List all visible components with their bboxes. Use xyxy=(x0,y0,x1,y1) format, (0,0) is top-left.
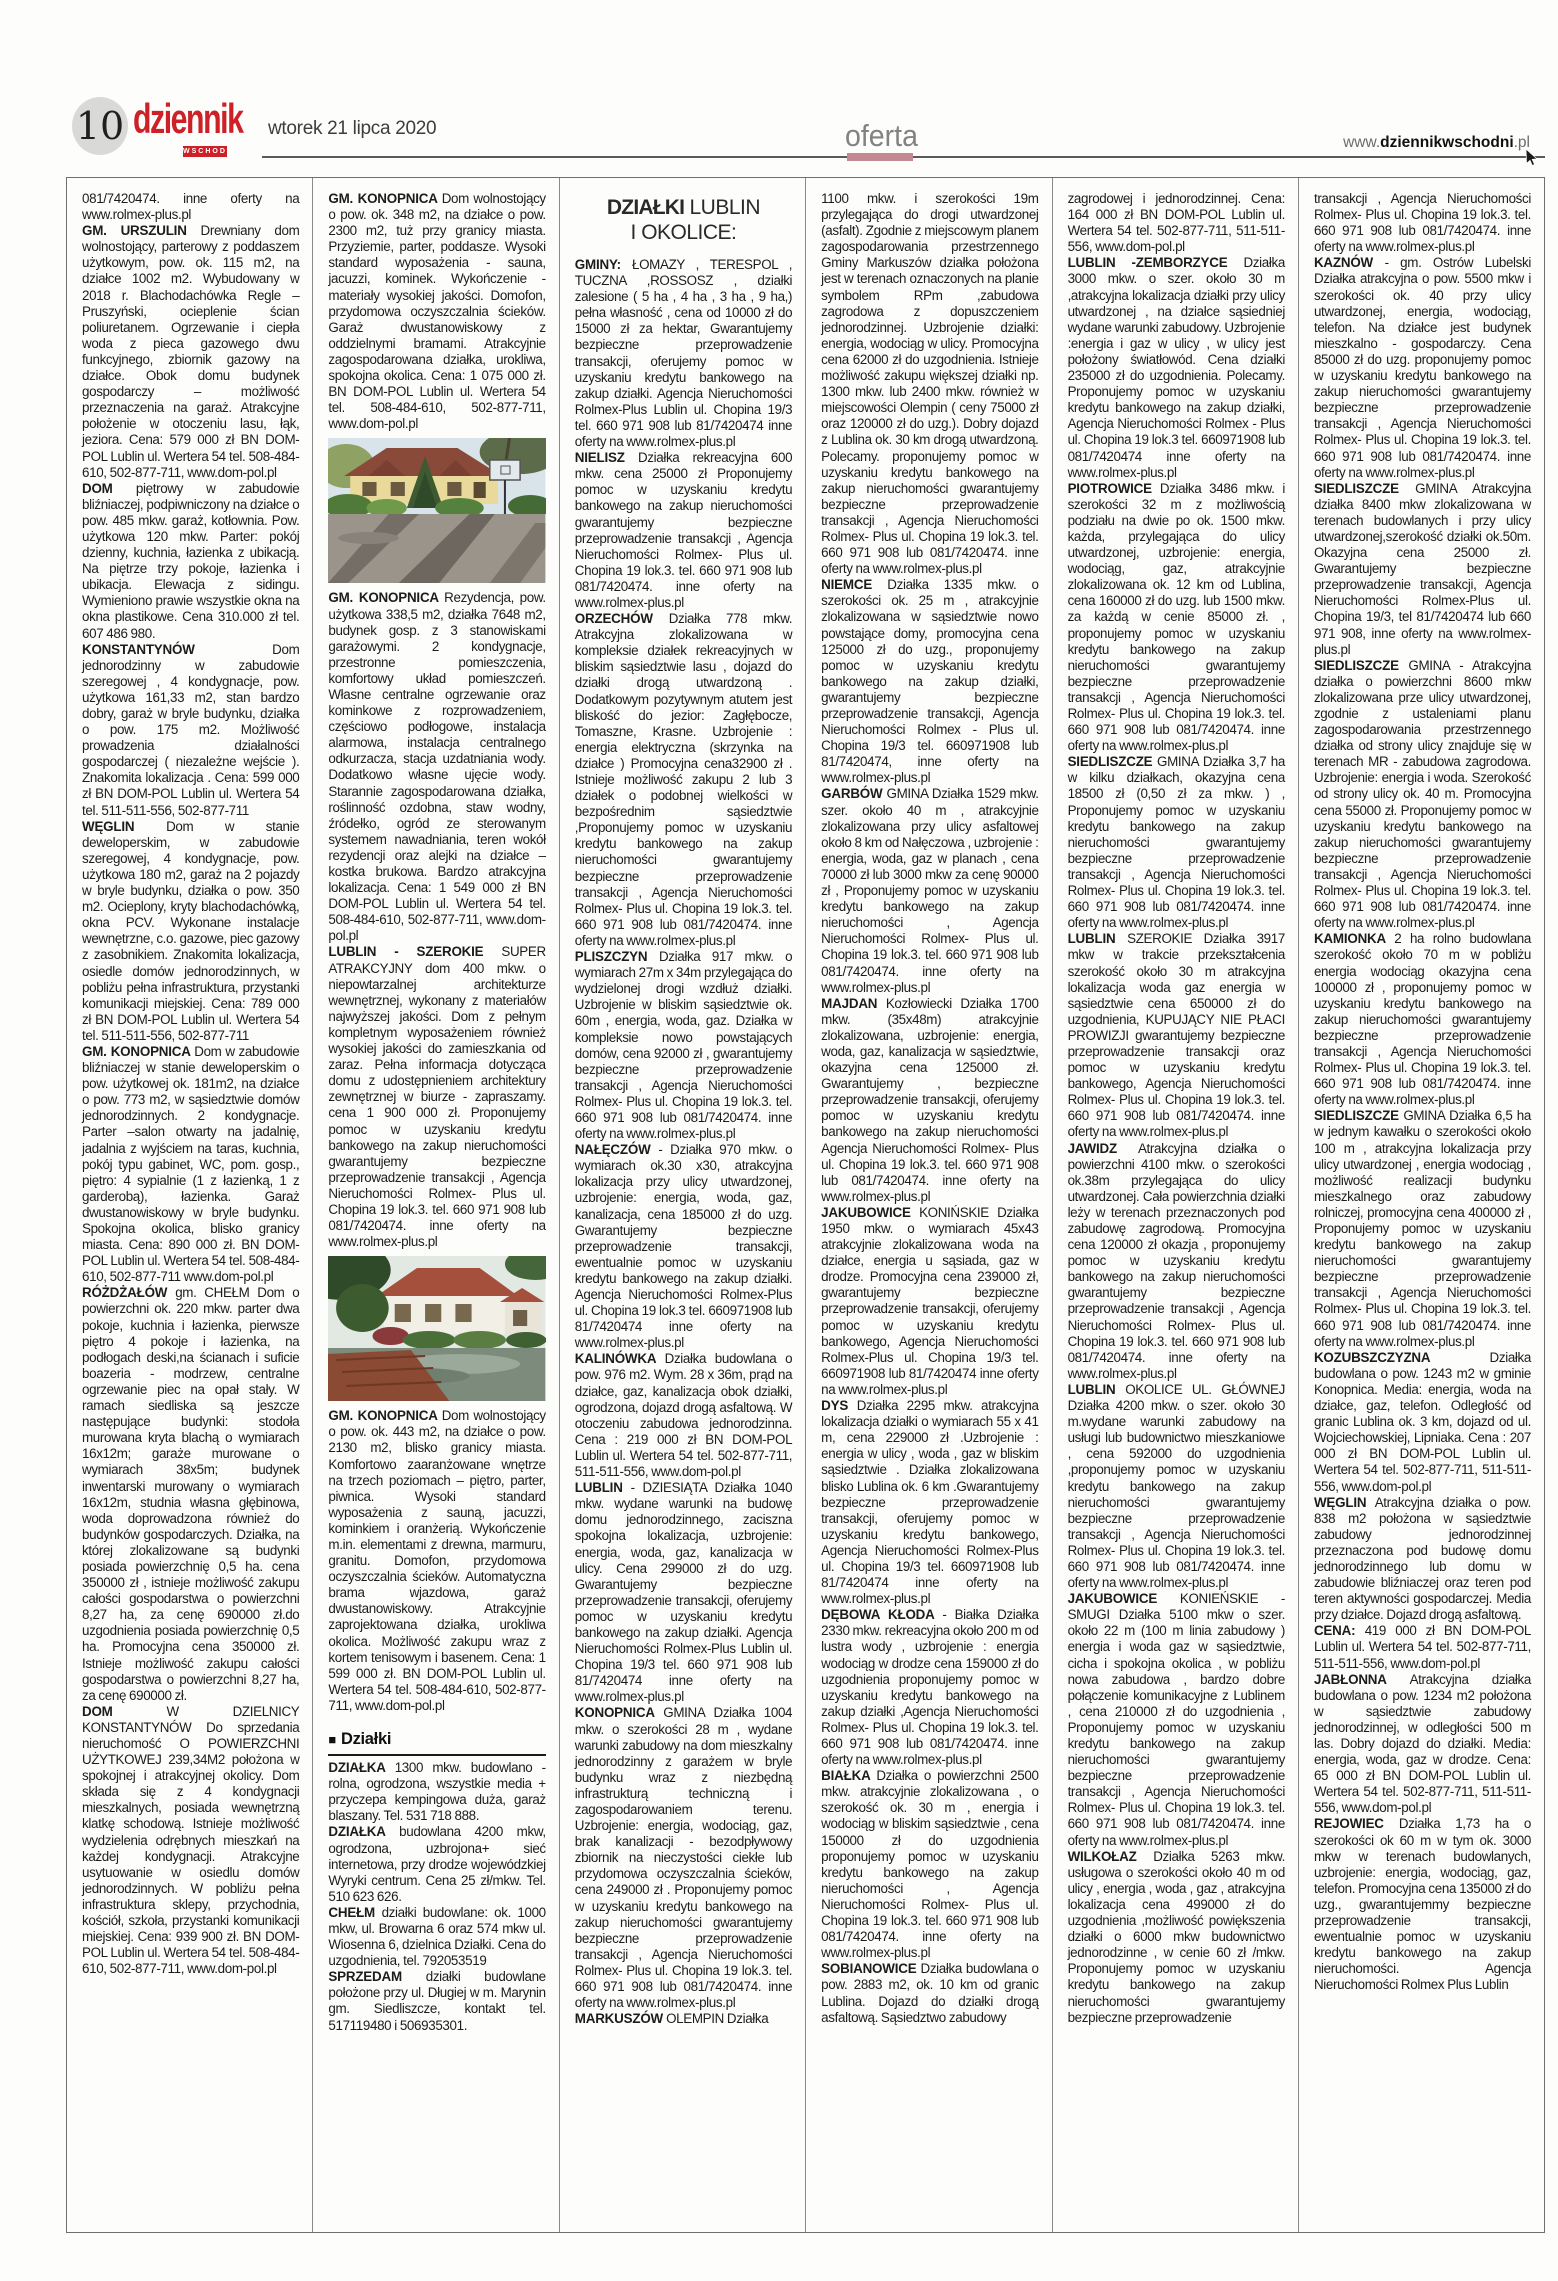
ad-lead: KAZNÓW xyxy=(1313,255,1385,271)
classified-ad: GM. URSZULIN Drewniany dom wolnostojący, parterowy z poddaszem użytkowym, pow. ok. 115 m2, na działce 1002 m2. Wybudowany w 2018 r. Blachodachówka Regle – Pruszyński, ocieplenie ścian poliuretanem. Ogrzewanie i ciepła woda z pieca gazowego dwu funkcyjnego, zbiornik gazowy na działce. Obok domu budynek gospodarczy – możliwość przeznaczenia na garaż. Atrakcyjne położenie w otoczeniu lasu, łąk, jeziora. Cena: 579 000 zł BN DOM-POL Lublin ul. Wertera 54 tel. 508-484-610, 502-877-711, www.dom-pol.pl xyxy=(82,223,300,480)
ad-lead: LUBLIN xyxy=(574,1480,631,1496)
classified-ad: PLISZCZYN Działka 917 mkw. o wymiarach 27m x 34m przylegająca do wydzielonej drogi wzdłuż działki. Uzbrojenie w bliskim sąsiedztwie ok. 60m , energia, woda, gaz. Działka w kompleksie nowo powstających domów, cena 92000 zł , gwarantujemy bezpieczne przeprowadzenie transakcji , Agencja Nieruchomości Rolmex- Plus ul. Chopina 19 lok.3. tel. 660 971 908 lub 081/7420474. inne oferty na www.rolmex-plus.pl xyxy=(574,949,793,1142)
ad-lead: JAKUBOWICE xyxy=(821,1204,920,1220)
classified-ad: LUBLIN - SZEROKIE SUPER ATRAKCYJNY dom 400 mkw. o niepowtarzalnej architekturze wewnętrznej, wykonany z materiałów najwyższej jakości. Dom z pełnym kompletnym wyposażeniem również wysokiej jakości do zamieszkania od zaraz. Pełna informacja dotycząca domu z udostępnieniem architektury zewnętrznej w biurze - zapraszamy. cena 1 900 000 zł. Proponujemy pomoc w uzyskaniu kredytu bankowego na zakup nieruchomości gwarantujemy bezpieczne przeprowadzenie transakcji , Agencja Nieruchomości Rolmex- Plus ul. Chopina 19 lok.3. tel. 660 971 908 lub 081/7420474. inne oferty na www.rolmex-plus.pl xyxy=(328,944,546,1250)
newspaper-column-4 xyxy=(806,178,1052,2232)
classified-ad: WĘGLIN Atrakcyjna działka o pow. 838 m2 położona w sąsiedztwie zabudowy jednorodzinnej przeznaczona pod budowę domu jednorodzinnego lub domu w zabudowie bliźniaczej oraz teren pod teren aktywności gospodarczej. Media przy działce. Dojazd drogą asfaltową. xyxy=(1313,1494,1531,1623)
ad-lead: JAKUBOWICE xyxy=(1067,1591,1180,1607)
classified-ad: KONOPNICA GMINA Działka 1004 mkw. o szerokości 28 m , wydane warunki zabudowy na dom mieszkalny jednorodzinny z garażem w bryle budynku wraz z niezbędną infrastrukturą techniczną i zagospodarowaniem terenu. Uzbrojenie: energia, wodociąg, gaz, brak kanalizacji - bezodpływowy zbiornik na nieczystości ciekłe lub przydomowa oczyszczalnia ścieków, cena 249000 zł . Proponujemy pomoc w uzyskaniu kredytu bankowego na zakup nieruchomości gwarantujemy bezpieczne przeprowadzenie transakcji , Agencja Nieruchomości Rolmex- Plus ul. Chopina 19 lok.3. tel. 660 971 908 lub 081/7420474. inne oferty na www.rolmex-plus.pl xyxy=(574,1705,793,2011)
classified-ad: SIEDLISZCZE GMINA Działka 6,5 ha w jednym kawałku o szerokości około 100 m , atrakcyjna lokalizacja przy ulicy utwardzonej , energia wodociąg , możliwość realizacji budynku mieszkalnego oraz zabudowy rolniczej, promocyjna cena 400000 zł , Proponujemy pomoc w uzyskaniu kredytu bankowego na zakup nieruchomości gwarantujemy bezpieczne przeprowadzenie transakcji , Agencja Nieruchomości Rolmex- Plus ul. Chopina 19 lok.3. tel. 660 971 908 lub 081/7420474. inne oferty na www.rolmex-plus.pl xyxy=(1313,1108,1532,1349)
ad-lead: GM. KONOPNICA xyxy=(82,1043,195,1059)
classified-ad: RÓŻDŻAŁÓW gm. CHEŁM Dom o powierzchni ok. 220 mkw. parter dwa pokoje, kuchnia i łazienka, pierwsze piętro 4 pokoje i łazienka, na podłogach deski,na ścianach i suficie boazeria - modrzew, centralne ogrzewanie piec na opał stały. W ramach siedliska są jeszcze następujące budynki: stodoła murowana kryta blachą o wymiarach 16x12m; garaże murowane o wymiarach 38x5m; budynek inwentarski murowany o wymiarach 16x12m, studnia własna głębinowa, woda doprowadzona również do budynków gospodarczych. Działka, na której zlokalizowane są budynki posiada powierzchnię 0,5 ha. cena 350000 zł , istnieje możliwość zakupu całości gospodarstwa o powierzchni 8,27 ha, za cenę 690000 zł.do uzgodnienia posiada powierzchnię 0,5 ha. Promocyjna cena 350000 zł. Istnieje możliwość zakupu całości gospodarstwa o powierzchni 8,27 ha, za cenę 690000 zł. xyxy=(82,1285,300,1703)
website-url xyxy=(1343,134,1530,152)
classified-ad: JAKUBOWICE KONIŃSKIE Działka 1950 mkw. o wymiarach 45x43 atrakcyjnie zlokalizowana woda na działce, energia u sąsiada, gaz w drodze. Promocyjna cena 239000 zł, gwarantujemy bezpieczne przeprowadzenie transakcji, oferujemy pomoc w uzyskaniu kredytu bankowego, Agencja Nieruchomości Rolmex-Plus ul. Chopina 19/3 tel. 660971908 lub 81/7420474 inne oferty na www.rolmex-plus.pl xyxy=(821,1204,1039,1397)
newspaper-column-6 xyxy=(1299,178,1544,2232)
ad-lead: WILKOŁAZ xyxy=(1067,1848,1154,1864)
ad-lead: PLISZCZYN xyxy=(574,949,659,965)
classified-ad: DOM piętrowy w zabudowie bliźniaczej, podpiwniczony na działce o pow. 485 mkw. garaż, kotłownia. Pow. użytkowa 120 mkw. Parter: pokój dzienny, kuchnia, łazienka z ubikacją. Na piętrze trzy pokoje, łazienka i ubikacja. Elewacja z sidingu. Wymieniono prawie wszystkie okna na okna plastikowe. Cena 310.000 zł tel. 607 486 980. xyxy=(82,480,300,641)
classified-ad: CENA: 419 000 zł BN DOM-POL Lublin ul. Wertera 54 tel. 502-877-711, 511-511-556, www.dom-pol.pl xyxy=(1313,1623,1531,1671)
newspaper-logo: dziennik xyxy=(133,95,243,142)
ad-lead: WĘGLIN xyxy=(82,818,167,834)
classified-ad: PIOTROWICE Działka 3486 mkw. i szerokości 32 m z możliwością podziału na dwie po ok. 1500 mkw. każda, przylegająca do ulicy utwardzonej, uzbrojenie: energia, wodociąg, gaz, atrakcyjnie zlokalizowana ok. 12 km od Lublina, cena 160000 zł do uzg. lub 1500 mkw. za każdą w cenie 85000 zł. , proponujemy pomoc w uzyskaniu kredytu bankowego na zakup nieruchomości gwarantujemy bezpieczne przeprowadzenie transakcji , Agencja Nieruchomości Rolmex- Plus ul. Chopina 19 lok.3. tel. 660 971 908 lub 081/7420474. inne oferty na www.rolmex-plus.pl xyxy=(1067,480,1285,754)
classified-ad: KAZNÓW - gm. Ostrów Lubelski Działka atrakcyjna o pow. 5500 mkw i szerokości ok. 40 przy ulicy utwardzonej, energia, wodociąg, telefon. Na działce jest budynek mieszkalno - gospodarczy. Cena 85000 zł do uzg. proponujemy pomoc w uzyskaniu kredytu bankowego na zakup nieruchomości gwarantujemy bezpieczne przeprowadzenie transakcji , Agencja Nieruchomości Rolmex- Plus ul. Chopina 19 lok.3. tel. 660 971 908 lub 081/7420474. inne oferty na www.rolmex-plus.pl xyxy=(1313,255,1531,480)
ad-lead: LUBLIN xyxy=(1067,931,1128,947)
ad-lead: GM. KONOPNICA xyxy=(328,191,442,206)
ad-lead: ORZECHÓW xyxy=(574,611,669,627)
ad-lead: GARBÓW xyxy=(821,786,887,802)
classified-ad: REJOWIEC Działka 1,73 ha o szerokości ok 60 m w tym ok. 3000 mkw w terenach budowlanych, uzbrojenie: energia, wodociąg, gaz, telefon. Promocyjna cena 135000 zł do uzg., gwarantujemmy bezpieczne przeprowadzenie transakcji, ewentualnie pomoc w uzyskaniu kredytu bankowego na zakup nieruchomości. Agencja Nieruchomości Rolmex Plus Lublin xyxy=(1313,1816,1531,1993)
classified-ad: MARKUSZÓW OLEMPIN Działka xyxy=(574,2011,769,2027)
ad-lead: SIEDLISZCZE xyxy=(1313,480,1416,496)
classified-ad: KOZUBSZCZYZNA Działka budowlana o pow. 1243 m2 w gminie Konopnica. Media: energia, woda na działce, gaz, telefon. Odległość od granic Lublina ok. 3 km, dojazd od ul. Wojciechowskiej, Lipniaka. Cena : 207 000 zł BN DOM-POL Lublin ul. Wertera 54 tel. 502-877-711, 511-511-556, www.dom-pol.pl xyxy=(1313,1349,1531,1494)
classified-ad: DZIAŁKA 1300 mkw. budowlano - rolna, ogrodzona, wszystkie media + przyczepa kempingowa duża, garaż blaszany. Tel. 531 718 888. xyxy=(328,1760,546,1824)
website-suffix: .pl xyxy=(1513,134,1530,151)
ad-lead: DOM xyxy=(82,480,136,496)
ad-lead: PIOTROWICE xyxy=(1067,480,1160,496)
ad-lead: KOZUBSZCZYZNA xyxy=(1313,1349,1490,1365)
classified-ad: DZIAŁKA budowlana 4200 mkw, ogrodzona, uzbrojona+ sieć internetowa, przy drodze wojewódzkiej Wyryki centrum. Cena 25 zł/mkw. Tel. 510 623 626. xyxy=(328,1824,546,1904)
classified-ad: SPRZEDAM działki budowlane położone przy ul. Długiej w m. Marynin gm. Siedliszcze, kontakt tel. 517119480 i 506935301. xyxy=(328,1969,546,2033)
classified-ad: BIAŁKA Działka o powierzchni 2500 mkw. atrakcyjnie zlokalizowana , o szerokość ok. 30 m , energia i wodociąg w bliskim sąsiedztwie , cena 150000 zł do uzgodnienia proponujemy pomoc w uzyskaniu kredytu bankowego na zakup nieruchomości , Agencja Nieruchomości Rolmex- Plus ul. Chopina 19 lok.3. tel. 660 971 908 lub 081/7420474. inne oferty na www.rolmex-plus.pl xyxy=(821,1768,1039,1961)
classified-ad: GM. KONOPNICA Rezydencja, pow. użytkowa 338,5 m2, działka 7648 m2, budynek gosp. z 3 stanowiskami garażowymi. 2 kondygnacje, przestronne pomieszczenia, komfortowy układ pomieszczeń. Własne centralne ogrzewanie oraz kominkowe z rozprowadzeniem, częściowo podłogowe, instalacja alarmowa, instalacja centralnego odkurzacza, stacja uzdatniania wody. Dodatkowo własne ujęcie wody. Starannie zagospodarowana działka, roślinność ozdobna, staw wodny, źródełko, ogród ze sterowanym systemem nawadniania, teren wokół rezydencji oraz alejki na działce – kostka brukowa. Bardzo atrakcyjna lokalizacja. Cena: 1 549 000 zł BN DOM-POL Lublin ul. Wertera 54 tel. 508-484-610, 502-877-711, www.dom-pol.pl xyxy=(328,590,546,944)
classified-ad: KALINÓWKA Działka budowlana o pow. 976 m2. Wym. 28 x 36m, prąd na działce, gaz, kanalizacja obok działki, ogrodzona, dojazd drogą asfaltową. W otoczeniu zabudowa jednorodzinna. Cena : 219 000 zł BN DOM-POL Lublin ul. Wertera 54 tel. 502-877-711, 511-511-556, www.dom-pol.pl xyxy=(574,1351,793,1480)
classified-ad: NIEMCE Działka 1335 mkw. o szerokości ok. 25 m , atrakcyjnie zlokalizowana w sąsiedztwie nowo powstające domy, promocyjna cena 125000 zł do uzg., proponujemy pomoc w uzyskaniu kredytu bankowego na zakup działki, gwarantujemy bezpieczne przeprowadzenie transakcji, Agencja Nieruchomości Rolmex - Plus ul. Chopina 19/3 tel. 660971908 lub 81/7420474, inne oferty na www.rolmex-plus.pl xyxy=(821,577,1039,786)
classified-ad: transakcji , Agencja Nieruchomości Rolmex- Plus ul. Chopina 19 lok.3. tel. 660 971 908 lub 081/7420474. inne oferty na www.rolmex-plus.pl xyxy=(1313,191,1531,255)
classified-ad: ORZECHÓW Działka 778 mkw. Atrakcyjna zlokalizowana w kompleksie działek rekreacyjnych w bliskim sąsiedztwie lasu , dojazd do działki drogą utwardzoną . Dodatkowym pozytywnym atutem jest bliskość do jezior: Zagłębocze, Tomaszne, Krasne. Uzbrojenie : energia elektryczna (skrzynka na działce ) Promocyjna cena32900 zł . Istnieje możliwość zakupu 2 lub 3 działek o podobnej wielkości w bezpośrednim sąsiedztwie ,Proponujemy pomoc w uzyskaniu kredytu bankowego na zakup nieruchomości gwarantujemy bezpieczne przeprowadzenie transakcji , Agencja Nieruchomości Rolmex- Plus ul. Chopina 19 lok.3. tel. 660 971 908 lub 081/7420474. inne oferty na www.rolmex-plus.pl xyxy=(574,611,793,948)
ad-lead: CHEŁM xyxy=(328,1904,382,1920)
newspaper-logo-banner: WSCHODNI xyxy=(183,148,238,155)
classified-ad: GM. KONOPNICA Dom w zabudowie bliźniaczej w stanie deweloperskim o pow. użytkowej ok. 181m2, na działce o pow. 773 m2, w sąsiedztwie domów jednorodzinnych. 2 kondygnacje. Parter –salon otwarty na jadalnię, jadalnia z wyjściem na taras, kuchnia, pokój typu gabinet, WC, pom. gosp., piętro: 4 sypialnie (1 z łazienką, 1 z garderobą), łazienka. Garaż dwustanowiskowy w bryle budynku. Spokojna okolica, blisko granicy miasta. Cena: 890 000 zł. BN DOM-POL Lublin ul. Wertera 54 tel. 508-484-610, 502-877-711 www.dom-pol.pl xyxy=(82,1043,300,1285)
ad-lead: KONSTANTYNÓW xyxy=(82,641,273,657)
ad-lead: NIEMCE xyxy=(821,577,888,593)
classified-ad: GM. KONOPNICA Dom wolnostojący o pow. ok. 443 m2, na działce o pow. 2130 m2, blisko granicy miasta. Komfortowo zaaranżowane wnętrze na trzech poziomach – piętro, parter, piwnica. Wysoki standard wyposażenia z sauną, jacuzzi, kominkiem i oranżerią. Wykończenie m.in. elementami z drewna, marmuru, granitu. Domofon, przydomowa oczyszczalnia ścieków. Automatyczna brama wjazdowa, garaż dwustanowiskowy. Atrakcyjnie zaprojektowana działka, urokliwa okolica. Możliwość zakupu wraz z kortem tenisowym i basenem. Cena: 1 599 000 zł. BN DOM-POL Lublin ul. Wertera 54 tel. 508-484-610, 502-877-711, www.dom-pol.pl xyxy=(328,1408,546,1713)
newspaper-column-5 xyxy=(1053,178,1299,2232)
ad-lead: GM. URSZULIN xyxy=(82,223,201,239)
issue-date: wtorek 21 lipca 2020 xyxy=(268,118,437,139)
dzialki-section-header xyxy=(328,1730,545,1756)
ad-lead: SIEDLISZCZE xyxy=(1067,754,1158,770)
ad-lead: MARKUSZÓW xyxy=(574,2011,667,2027)
dzialki-section-label: Działki xyxy=(340,1730,392,1749)
classified-ad: LUBLIN OKOLICE UL. GŁÓWNEJ Działka 4200 mkw. o szer. około 30 m.wydane warunki zabudowy na usługi lub budownictwo mieszkaniowe , cena 592000 do uzgodnienia ,proponujemy pomoc w uzyskaniu kredytu bankowego na zakup nieruchomości gwarantujemy bezpieczne przeprowadzenie transakcji , Agencja Nieruchomości Rolmex- Plus ul. Chopina 19 lok.3. tel. 660 971 908 lub 081/7420474. inne oferty na www.rolmex-plus.pl xyxy=(1067,1381,1285,1591)
classified-ad: 081/7420474. inne oferty na www.rolmex-plus.pl xyxy=(82,191,300,223)
ad-lead: DĘBOWA KŁODA xyxy=(821,1607,943,1623)
ad-lead: BIAŁKA xyxy=(821,1768,877,1784)
newspaper-column-3 xyxy=(560,178,806,2232)
mouse-cursor-icon xyxy=(1525,148,1541,166)
classified-ad: DĘBOWA KŁODA - Białka Działka 2330 mkw. rekreacyjna około 200 m od lustra wody , uzbrojenie : energia wodociąg w drodze cena 159000 zł do uzgodnienia proponujemy pomoc w uzyskaniu kredytu bankowego na zakup działki ,Agencja Nieruchomości Rolmex- Plus ul. Chopina 19 lok.3. tel. 660 971 908 lub 081/7420474. inne oferty na www.rolmex-plus.pl xyxy=(821,1607,1039,1768)
website-prefix: www. xyxy=(1343,134,1381,151)
classified-ad: SIEDLISZCZE GMINA Atrakcyjna działka 8400 mkw zlokalizowana w terenach budowlanych i przy ulicy utwardzonej,szerokość działki ok.50m. Okazyjna cena 25000 zł. Gwarantujemy bezpieczne przeprowadzenie transakcji, Agencja Nieruchomości Rolmex-Plus ul. Chopina 19/3, tel 81/7420474 lub 660 971 908, inne oferty na www.rolmex-plus.pl xyxy=(1313,480,1531,657)
square-bullet-icon: ■ xyxy=(328,1732,336,1748)
classified-ad: SOBIANOWICE Działka budowlana o pow. 2883 m2, ok. 10 km od granic Lublina. Dojazd do działki drogą asfaltową. Sąsiedztwo zabudowy xyxy=(821,1961,1039,2025)
ad-lead: GM. KONOPNICA xyxy=(328,1408,442,1424)
ad-lead: DZIAŁKA xyxy=(328,1760,395,1776)
classified-ad: LUBLIN SZEROKIE Działka 3917 mkw w trakcie przekształcenia szerokość około 30 m atrakcyjna lokalizacja woda gaz energia w sąsiedztwie cena 650000 zł do uzgodnienia, KUPUJĄCY NIE PŁACI PROWIZJI gwarantujemy bezpieczne przeprowadzenie transakcji oraz pomoc w uzyskaniu kredytu bankowego, Agencja Nieruchomości Rolmex- Plus ul. Chopina 19 lok.3. tel. 660 971 908 lub 081/7420474. inne oferty na www.rolmex-plus.pl xyxy=(1067,931,1285,1140)
classified-ad: DOM W DZIELNICY KONSTANTYNÓW Do sprzedania nieruchomość O POWIERZCHNI UŻYTKOWEJ 239,34M2 położona w spokojnej i atrakcyjnej okolicy. Dom składa się z 4 kondygnacji mieszkalnych, posiada wewnętrzną klatkę schodową. Istnieje możliwość wydzielenia odrębnych mieszkań na każdej kondygnacji. Atrakcyjne usytuowanie w osiedlu domów jednorodzinnych. W pobliżu pełna infrastruktura sklepy, przychodnia, kościół, szkoła, przystanki komunikacji miejskiej. Cena: 939 900 zł. BN DOM-POL Lublin ul. Wertera 54 tel. 508-484-610, 502-877-711, www.dom-pol.pl xyxy=(82,1703,300,1977)
ad-lead: JABŁONNA xyxy=(1313,1671,1410,1687)
dzialki-lublin-okolice-header: DZIAŁKI LUBLIN I OKOLICE: xyxy=(606,196,761,244)
classified-ad: JABŁONNA Atrakcyjna działka budowlana o pow. 1234 m2 położona w sąsiedztwie zabudowy jednorodzinnej, w odległości 500 m las. Dobry dojazd do działki. Media: energia, woda, gaz w drodze. Cena: 65 000 zł BN DOM-POL Lublin ul. Wertera 54 tel. 502-877-711, 511-511-556, www.dom-pol.pl xyxy=(1313,1671,1531,1816)
ad-lead: DOM xyxy=(82,1703,167,1719)
ad-lead: KAMIONKA xyxy=(1313,931,1395,947)
classified-ad: GMINY: ŁOMAZY , TERESPOL , TUCZNA ,ROSSOSZ , działki zalesione ( 5 ha , 4 ha , 3 ha , 9 ha,) pełna własność , cena od 10000 zł do 15000 zł za hektar, Gwarantujemy bezpieczne przeprowadzenie transakcji, oferujemy pomoc w uzyskaniu kredytu bankowego na zakup działki. Agencja Nieruchomości Rolmex-Plus Lublin ul. Chopina 19/3 tel. 660 971 908 lub 81/7420474 inne oferty na www.rolmex-plus.pl xyxy=(574,257,793,450)
ad-lead: LUBLIN xyxy=(1067,1381,1126,1397)
ad-lead: GM. KONOPNICA xyxy=(328,590,445,606)
section-title: oferta xyxy=(845,118,918,153)
classified-ad: zagrodowej i jednorodzinnej. Cena: 164 000 zł BN DOM-POL Lublin ul. Wertera 54 tel. 502-877-711, 511-511-556, www.dom-pol.pl xyxy=(1067,191,1285,255)
classified-ad: GARBÓW GMINA Działka 1529 mkw. szer. około 40 m , atrakcyjnie zlokalizowana przy ulicy asfaltowej około 8 km od Nałęczowa , uzbrojenie : energia, woda, gaz w planach , cena 70000 zł lub 3000 mkw za cenę 90000 zł , Proponujemy pomoc w uzyskaniu kredytu bankowego na zakup nieruchomości , Agencja Nieruchomości Rolmex- Plus ul. Chopina 19 lok.3. tel. 660 971 908 lub 081/7420474. inne oferty na www.rolmex-plus.pl xyxy=(821,786,1039,995)
ad-lead: GMINY: xyxy=(574,257,633,272)
ad-lead: JAWIDZ xyxy=(1067,1140,1138,1156)
website-domain: dziennikwschodni xyxy=(1380,134,1514,151)
classified-ad: 1100 mkw. i szerokości 19m przylegająca do drogi utwardzonej (asfalt). Zgodnie z miejscowym planem zagospodarowania przestrzennego Gminy Markuszów działka położona jest w terenach oznaczonych na planie symbolem RPm ,zabudowa zagrodowa z dopuszczeniem jednorodzinnej. Uzbrojenie działki: energia, wodociąg w ulicy. Promocyjna cena 62000 zł do uzgodnienia. Istnieje możliwość zakupu większej działki np. 1300 mkw. lub 2400 mkw. również w miejscowości Olempin ( ceny 75000 zł oraz 120000 zł do uzg.). Dobry dojazd z Lublina ok. 30 km drogą utwardzoną. Polecamy. proponujemy pomoc w uzyskaniu kredytu bankowego na zakup nieruchomości gwarantujemy bezpieczne przeprowadzenie transakcji , Agencja Nieruchomości Rolmex- Plus ul. Chopina 19 lok.3. tel. 660 971 908 lub 081/7420474. inne oferty na www.rolmex-plus.pl xyxy=(821,191,1039,577)
ad-lead: SPRZEDAM xyxy=(328,1969,426,1985)
classified-ad: MAJDAN Kozłowiecki Działka 1700 mkw. (35x48m) atrakcyjnie zlokalizowana, uzbrojenie: energia, woda, gaz, kanalizacja w sąsiedztwie, okazyjna cena 125000 zł. Gwarantujemy , bezpieczne przeprowadzenie transakcji, oferujemy pomoc w uzyskaniu kredytu bankowego na zakup nieruchomości Agencja Nieruchomości Rolmex- Plus ul. Chopina 19 lok.3. tel. 660 971 908 lub 081/7420474. inne oferty na www.rolmex-plus.pl xyxy=(821,995,1039,1204)
ad-lead: DZIAŁKA xyxy=(328,1824,400,1840)
classified-ad: JAWIDZ Atrakcyjna działka o powierzchni 4100 mkw. o szerokości ok.38m przylegająca do ulicy utwardzonej. Cała powierzchnia działki leży w terenach przeznaczonych pod zabudowę zagrodową. Promocyjna cena 120000 zł okazja , proponujemy pomoc w uzyskaniu kredytu bankowego na zakup nieruchomości gwarantujemy bezpieczne przeprowadzenie transakcji , Agencja Nieruchomości Rolmex- Plus ul. Chopina 19 lok.3. tel. 660 971 908 lub 081/7420474. inne oferty na www.rolmex-plus.pl xyxy=(1067,1140,1285,1381)
ad-lead: LUBLIN - SZEROKIE xyxy=(328,944,502,960)
classified-ad: SIEDLISZCZE GMINA - Atrakcyjna działka o powierzchni 8600 mkw zlokalizowana prze ulicy utwardzonej, zgodnie z ustaleniami planu zagospodarowania przestrzennego działka od strony ulicy znajduje się w terenach MR - zabudowa zagrodowa. Uzbrojenie: energia i woda. Szerokość od strony ulicy ok. 40 m. Promocyjna cena 55000 zł. Proponujemy pomoc w uzyskaniu kredytu bankowego na zakup nieruchomości gwarantujemy bezpieczne przeprowadzenie transakcji , Agencja Nieruchomości Rolmex- Plus ul. Chopina 19 lok.3. tel. 660 971 908 lub 081/7420474. inne oferty na www.rolmex-plus.pl xyxy=(1313,657,1531,931)
ad-lead: KALINÓWKA xyxy=(574,1351,665,1367)
ad-lead: SIEDLISZCZE xyxy=(1313,657,1409,673)
classified-ad: KONSTANTYNÓW Dom jednorodzinny w zabudowie szeregowej , 4 kondygnacje, pow. użytkowa 161,33 m2, stan bardzo dobry, garaż w bryle budynku, działka o pow. 175 m2. Możliwość prowadzenia działalności gospodarczej ( niezależne wejście ). Znakomita lokalizacja . Cena: 599 000 zł BN DOM-POL Lublin ul. Wertera 54 tel. 511-511-556, 502-877-711 xyxy=(82,641,300,818)
classified-ad: LUBLIN - DZIESIĄTA Działka 1040 mkw. wydane warunki na budowę domu jednorodzinnego, zaciszna spokojna lokalizacja, uzbrojenie: energia, woda, gaz, kanalizacja w ulicy. Cena 299000 zł do uzg. Gwarantujemy bezpieczne przeprowadzenie transakcji, oferujemy pomoc w uzyskaniu kredytu bankowego na zakup działki. Agencja Nieruchomości Rolmex-Plus Lublin ul. Chopina 19/3 tel. 660 971 908 lub 81/7420474 inne oferty na www.rolmex-plus.pl xyxy=(574,1480,793,1705)
ad-lead: MAJDAN xyxy=(821,995,886,1011)
ad-lead: REJOWIEC xyxy=(1313,1816,1399,1832)
ad-lead: RÓŻDŻAŁÓW xyxy=(82,1285,176,1301)
classified-ad: NAŁĘCZÓW - Działka 970 mkw. o wymiarach ok.30 x30, atrakcyjna lokalizacja przy ulicy utwardzonej, uzbrojenie: energia, woda, gaz, kanalizacja, cena 185000 zł do uzg. Gwarantujemy bezpieczne przeprowadzenie transakcji, ewentualnie pomoc w uzyskaniu kredytu bankowego na zakup działki. Agencja Nieruchomości Rolmex-Plus ul. Chopina 19 lok.3 tel. 660971908 lub 81/7420474 inne oferty na www.rolmex-plus.pl xyxy=(574,1142,793,1351)
classified-ad: GM. KONOPNICA Dom wolnostojący o pow. ok. 348 m2, na działce o pow. 2300 m2, tuż przy granicy miasta. Przyziemie, parter, poddasze. Wysoki standard wyposażenia - sauna, jacuzzi, kominek. Wykończenie - materiały wysokiej jakości. Domofon, przydomowa oczyszczalnia ścieków. Garaż dwustanowiskowy z oddzielnymi bramami. Atrakcyjnie zagospodarowana działka, urokliwa, spokojna okolica. Cena: 1 075 000 zł. BN DOM-POL Lublin ul. Wertera 54 tel. 508-484-610, 502-877-711, www.dom-pol.pl xyxy=(328,191,546,432)
ad-lead: WĘGLIN xyxy=(1313,1494,1375,1510)
ad-lead: SOBIANOWICE xyxy=(821,1961,921,1977)
classified-ad: DYS Działka 2295 mkw. atrakcyjna lokalizacja działki o wymiarach 55 x 41 m, cena 229000 zł .Uzbrojenie : energia w ulicy , woda , gaz w bliskim sąsiedztwie . Działka zlokalizowana blisko Lublina ok. 6 km .Gwarantujemy bezpieczne przeprowadzenie transakcji, oferujemy pomoc w uzyskaniu kredytu bankowego, Agencja Nieruchomości Rolmex-Plus ul. Chopina 19/3 tel. 660971908 lub 81/7420474 inne oferty na www.rolmex-plus.pl xyxy=(821,1398,1039,1607)
classified-ad: SIEDLISZCZE GMINA Działka 3,7 ha w kilku działkach, okazyjna cena 18500 zł (0,50 zł za mkw. ) , Proponujemy pomoc w uzyskaniu kredytu bankowego na zakup nieruchomości gwarantujemy bezpieczne przeprowadzenie transakcji , Agencja Nieruchomości Rolmex- Plus ul. Chopina 19 lok.3. tel. 660 971 908 lub 081/7420474. inne oferty na www.rolmex-plus.pl xyxy=(1067,754,1285,931)
classified-ad: WILKOŁAZ Działka 5263 mkw. usługowa o szerokości około 40 m od ulicy , energia , woda , gaz , atrakcyjna lokalizacja cena 499000 zł do uzgodnienia ,możliwość powiększenia działki o 6000 mkw budownictwo jednorodzinne , w cenie 60 zł /mkw. Proponujemy pomoc w uzyskaniu kredytu bankowego na zakup nieruchomości gwarantujemy bezpieczne przeprowadzenie xyxy=(1067,1848,1285,2025)
classifieds-block xyxy=(66,177,1545,2233)
listing-photo-house-garden xyxy=(328,438,545,583)
ad-lead: CENA: xyxy=(1313,1623,1365,1639)
classified-ad: KAMIONKA 2 ha rolno budowlana szerokość około 70 m w pobliżu energia wodociąg okazyjna cena 100000 zł , proponujemy pomoc w uzyskaniu kredytu bankowego na zakup nieruchomości gwarantujemy bezpieczne przeprowadzenie transakcji , Agencja Nieruchomości Rolmex- Plus ul. Chopina 19 lok.3. tel. 660 971 908 lub 081/7420474. inne oferty na www.rolmex-plus.pl xyxy=(1313,931,1531,1108)
classified-ad: LUBLIN -ZEMBORZYCE Działka 3000 mkw. o szer. około 30 m ,atrakcyjna lokalizacja działki przy ulicy utwardzonej , na działce sąsiedniej wydane warunki zabudowy. Uzbrojenie :energia i gaz w ulicy , w ulicy jest położony światłowód. Cena działki 235000 zł do uzgodnienia. Polecamy. Proponujemy pomoc w uzyskaniu kredytu bankowego na zakup działki, Agencja Nieruchomości Rolmex - Plus ul. Chopina 19 lok.3 tel. 660971908 lub 081/7420474 inne oferty na www.rolmex-plus.pl xyxy=(1067,255,1285,480)
classified-ad: WĘGLIN Dom w stanie deweloperskim, w zabudowie szeregowej, 4 kondygnacje, pow. użytkowa 180 m2, garaż na 2 pojazdy w bryle budynku, działka o pow. 350 m2. Ocieplony, kryty blachodachówką, okna PCV. Wykonane instalacje wewnętrzne, c.o. gazowe, piec gazowy z zasobnikiem. Znakomita lokalizacja, osiedle domów jednorodzinnych, w pobliżu pełna infrastruktura, przystanki komunikacji miejskiej. Cena: 789 000 zł BN DOM-POL Lublin ul. Wertera 54 tel. 511-511-556, 502-877-711 xyxy=(82,818,300,1043)
ad-lead: LUBLIN -ZEMBORZYCE xyxy=(1067,255,1244,271)
ad-lead: NIELISZ xyxy=(574,450,638,466)
classified-ad: JAKUBOWICE KONIEŃSKIE - SMUGI Działka 5100 mkw o szer. około 22 m (100 m linia zabudowy ) energia i woda gaz w sąsiedztwie, cicha i spokojna okolica , w pobliżu nowa zabudowa , bardzo dobre połączenie komunikacyjne z Lublinem , cena 210000 zł do uzgodnienia , Proponujemy pomoc w uzyskaniu kredytu bankowego na zakup nieruchomości gwarantujemy bezpieczne przeprowadzenie transakcji , Agencja Nieruchomości Rolmex- Plus ul. Chopina 19 lok.3. tel. 660 971 908 lub 081/7420474. inne oferty na www.rolmex-plus.pl xyxy=(1067,1591,1285,1848)
ad-lead: DYS xyxy=(821,1398,857,1414)
classified-ad: CHEŁM działki budowlane: ok. 1000 mkw, ul. Browarna 6 oraz 574 mkw ul. Wiosenna 6, dzielnica Działki. Cena do uzgodnienia, tel. 792053519 xyxy=(328,1904,546,1969)
page-number-badge: 10 xyxy=(72,97,128,155)
newspaper-column-2 xyxy=(313,178,559,2232)
listing-photo-house-pond xyxy=(328,1256,545,1401)
ad-lead: SIEDLISZCZE xyxy=(1313,1108,1404,1124)
classified-ad: NIELISZ Działka rekreacyjna 600 mkw. cena 25000 zł Proponujemy pomoc w uzyskaniu kredytu bankowego na zakup nieruchomości gwarantujemy bezpieczne przeprowadzenie transakcji , Agencja Nieruchomości Rolmex- Plus ul. Chopina 19 lok.3. tel. 660 971 908 lub 081/7420474. inne oferty na www.rolmex-plus.pl xyxy=(574,450,793,610)
ad-lead: KONOPNICA xyxy=(574,1705,664,1721)
section-title-underline xyxy=(847,153,913,161)
newspaper-column-1 xyxy=(67,178,313,2232)
ad-lead: NAŁĘCZÓW xyxy=(574,1142,659,1158)
